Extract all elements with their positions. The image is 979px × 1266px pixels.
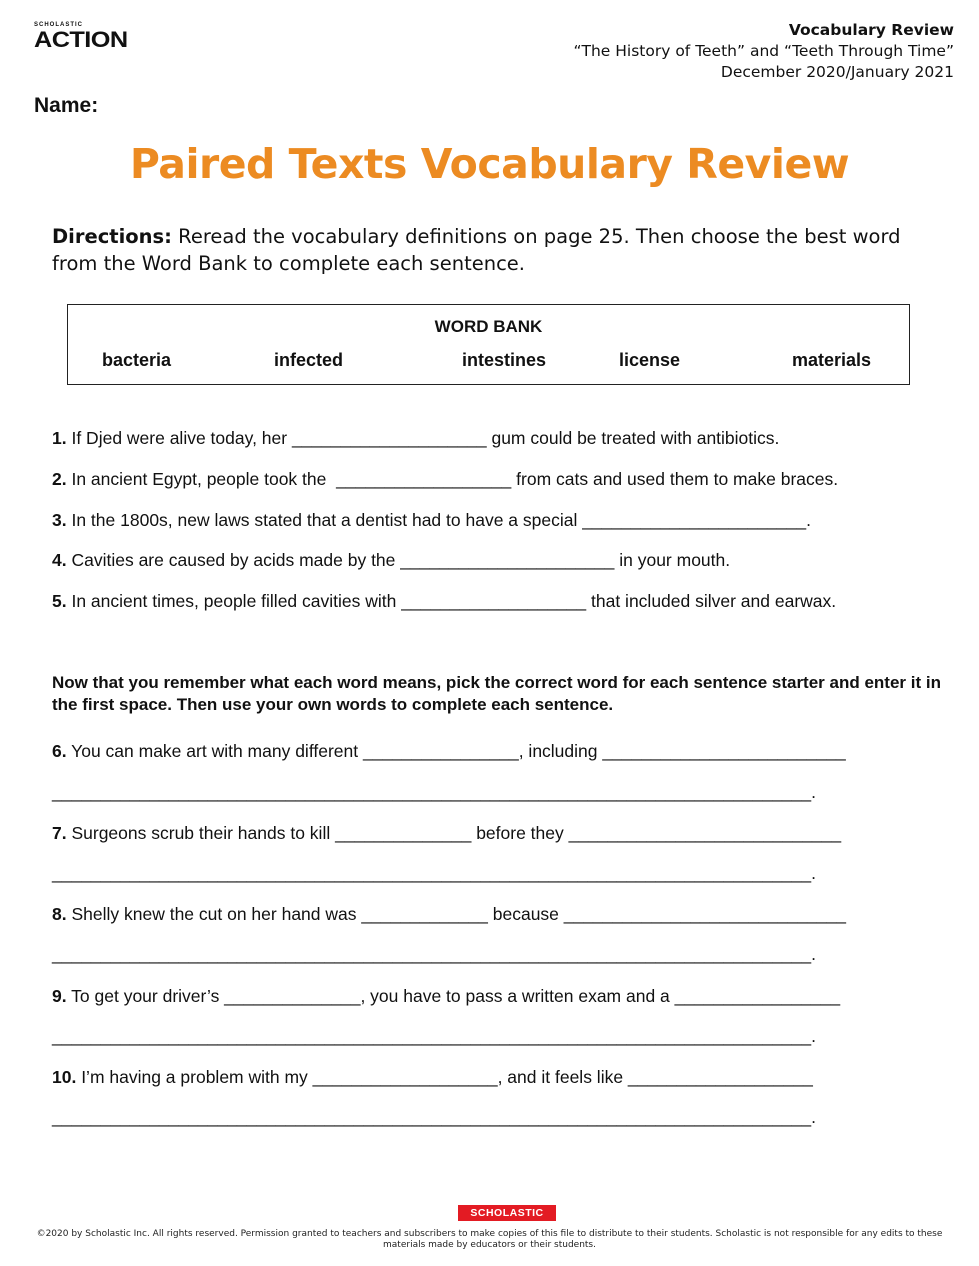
- word-bank-word: intestines: [462, 350, 547, 370]
- answer-line[interactable]: ______________________________________________________________________________.: [52, 944, 817, 964]
- directions: [52, 223, 932, 277]
- starter-9: [52, 985, 840, 1007]
- starter-number: 7.: [52, 823, 67, 843]
- starter-text[interactable]: To get your driver’s ______________, you have to pass a written exam and a _________________: [66, 986, 841, 1006]
- header-title: Vocabulary Review: [788, 21, 954, 39]
- starter-text[interactable]: Surgeons scrub their hands to kill ______________ before they ____________________________: [66, 823, 842, 843]
- logo-action-text: ACTION: [34, 27, 128, 52]
- starter-number: 8.: [52, 904, 67, 924]
- starter-text[interactable]: You can make art with many different ________________, including _________________________: [66, 741, 846, 761]
- answer-line[interactable]: ______________________________________________________________________________.: [52, 1026, 817, 1046]
- starter-text[interactable]: I’m having a problem with my ___________________, and it feels like ___________________: [76, 1067, 813, 1087]
- header-date: December 2020/January 2021: [720, 63, 954, 81]
- question-number: 5.: [52, 591, 67, 611]
- directions-label: Directions:: [52, 225, 172, 248]
- header-subtitle: “The History of Teeth” and “Teeth Through Time”: [573, 42, 954, 60]
- starter-number: 9.: [52, 986, 67, 1006]
- word-bank-word: license: [619, 350, 681, 370]
- starter-6: [52, 740, 846, 762]
- page-title: Paired Texts Vocabulary Review: [129, 140, 850, 188]
- question-2: [52, 468, 838, 490]
- name-label: Name:: [34, 94, 99, 117]
- question-text[interactable]: In the 1800s, new laws stated that a dentist had to have a special _______________________.: [66, 510, 811, 530]
- starter-number: 6.: [52, 741, 67, 761]
- question-5: [52, 590, 836, 612]
- question-1: [52, 427, 779, 449]
- word-bank-word: infected: [274, 350, 344, 370]
- header-info: [573, 20, 954, 83]
- copyright-notice: ©2020 by Scholastic Inc. All rights reserved. Permission granted to teachers and subscribers to make copies of this file to distribute to their students. Scholastic is not responsible for any edits to these materials made by educators or their students.: [36, 1229, 943, 1250]
- word-bank-word: bacteria: [102, 350, 172, 370]
- scholastic-action-logo: [34, 22, 142, 50]
- starter-text[interactable]: Shelly knew the cut on her hand was _____________ because _____________________________: [66, 904, 847, 924]
- question-number: 2.: [52, 469, 67, 489]
- word-bank-box: [67, 304, 910, 385]
- question-text[interactable]: Cavities are caused by acids made by the ______________________ in your mouth.: [66, 550, 731, 570]
- starter-7: [52, 822, 841, 844]
- starter-8: [52, 903, 846, 925]
- question-number: 4.: [52, 550, 67, 570]
- answer-line[interactable]: ______________________________________________________________________________.: [52, 1107, 817, 1127]
- logo-scholastic-text: SCHOLASTIC: [34, 22, 83, 28]
- directions-text: Reread the vocabulary definitions on page 25. Then choose the best word from the Word Bank to complete each sentence.: [52, 225, 901, 275]
- starter-number: 10.: [52, 1067, 77, 1087]
- word-bank-word: materials: [792, 350, 872, 370]
- question-text[interactable]: In ancient Egypt, people took the __________________ from cats and used them to make braces.: [66, 469, 839, 489]
- question-number: 3.: [52, 510, 67, 530]
- starter-10: [52, 1066, 813, 1088]
- sentence-starter-instructions: Now that you remember what each word means, pick the correct word for each sentence starter and enter it in the first space. Then use your own words to complete each sentence.: [52, 673, 941, 714]
- question-text[interactable]: If Djed were alive today, her ____________________ gum could be treated with antibiotics.: [66, 428, 780, 448]
- answer-line[interactable]: ______________________________________________________________________________.: [52, 863, 817, 883]
- question-number: 1.: [52, 428, 67, 448]
- answer-line[interactable]: ______________________________________________________________________________.: [52, 782, 817, 802]
- scholastic-footer-logo: SCHOLASTIC: [458, 1205, 556, 1221]
- question-text[interactable]: In ancient times, people filled cavities with ___________________ that included silver and earwax.: [66, 591, 837, 611]
- question-3: [52, 509, 811, 531]
- question-4: [52, 549, 730, 571]
- word-bank-title: WORD BANK: [434, 317, 543, 336]
